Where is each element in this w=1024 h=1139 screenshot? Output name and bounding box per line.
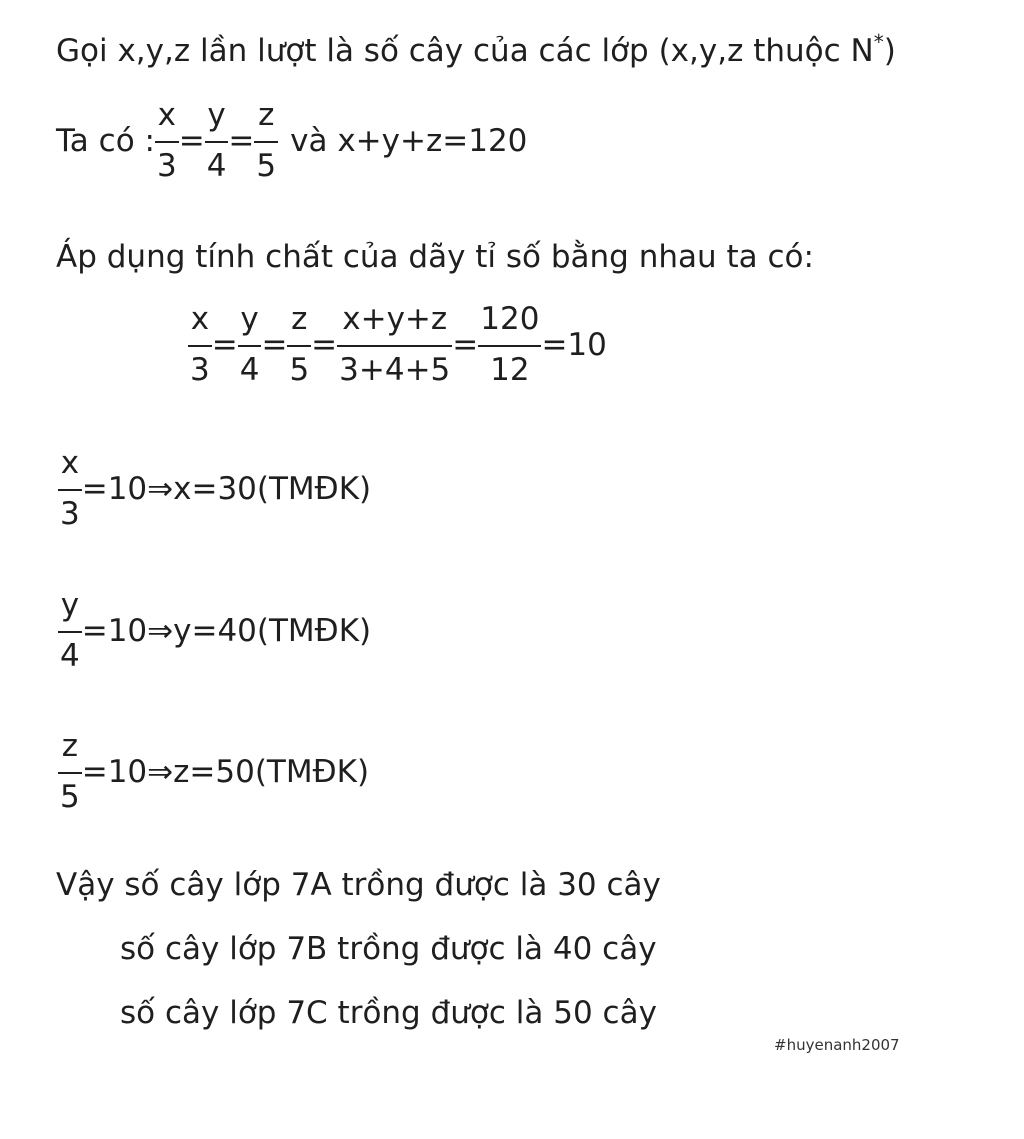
fraction-denominator: 3	[156, 148, 177, 184]
ratio-result: =10	[541, 326, 607, 363]
solution-result: =10⇒z=50(TMĐK)	[81, 753, 370, 790]
conclusion-line-7a: Vậy số cây lớp 7A trồng được là 30 cây	[56, 867, 661, 903]
intro-line	[56, 30, 896, 69]
fraction-numerator: y	[207, 97, 226, 133]
equals-sign: =	[311, 326, 338, 363]
fraction-numerator: y	[60, 587, 80, 623]
solution-fraction	[58, 445, 82, 532]
given-fraction-z	[254, 97, 278, 184]
fraction-denominator: 3	[60, 496, 80, 532]
fraction-denominator: 3+4+5	[339, 352, 451, 388]
given-fraction-y	[205, 97, 229, 184]
equals-sign: =	[228, 122, 255, 159]
fraction-numerator: x	[60, 445, 80, 481]
solution-result: =10⇒y=40(TMĐK)	[81, 612, 372, 649]
author-signature: #huyenanh2007	[774, 1036, 900, 1054]
ratio-fraction-total	[478, 301, 541, 388]
fraction-denominator: 4	[206, 148, 227, 184]
ratio-fraction-z	[287, 301, 311, 388]
naturals-star-superscript: *	[873, 30, 884, 54]
intro-close-paren: )	[883, 33, 896, 69]
intro-text: Gọi x,y,z lần lượt là số cây của các lớp (x,y,z thuộc N	[56, 33, 874, 69]
fraction-denominator: 4	[239, 352, 260, 388]
fraction-numerator: y	[240, 301, 259, 337]
apply-property-line: Áp dụng tính chất của dãy tỉ số bằng nhau ta có:	[56, 239, 814, 275]
fraction-denominator: 5	[289, 352, 310, 388]
fraction-numerator: z	[291, 301, 308, 337]
given-suffix: và x+y+z=120	[290, 122, 528, 159]
solution-fraction	[58, 587, 82, 674]
ratio-fraction-sum	[337, 301, 452, 388]
fraction-numerator: 120	[480, 301, 540, 337]
given-line	[56, 97, 528, 184]
fraction-denominator: 4	[60, 638, 80, 674]
ratio-chain	[188, 301, 607, 388]
solution-result: =10⇒x=30(TMĐK)	[81, 470, 372, 507]
conclusion-line-7c: số cây lớp 7C trồng được là 50 cây	[120, 995, 657, 1031]
fraction-numerator: x	[157, 97, 177, 133]
ratio-fraction-x	[188, 301, 212, 388]
fraction-numerator: z	[61, 728, 78, 764]
solution-x	[58, 445, 372, 532]
ratio-fraction-y	[238, 301, 262, 388]
equals-sign: =	[211, 326, 238, 363]
fraction-numerator: x+y+z	[342, 301, 448, 337]
given-fraction-x	[155, 97, 179, 184]
fraction-numerator: x	[190, 301, 210, 337]
fraction-denominator: 5	[256, 148, 277, 184]
solution-fraction	[58, 728, 82, 815]
equals-sign: =	[178, 122, 205, 159]
equals-sign: =	[261, 326, 288, 363]
given-prefix: Ta có :	[56, 122, 155, 159]
fraction-denominator: 5	[60, 779, 80, 815]
solution-z	[58, 728, 370, 815]
fraction-denominator: 12	[490, 352, 530, 388]
equals-sign: =	[452, 326, 479, 363]
solution-y	[58, 587, 372, 674]
fraction-numerator: z	[258, 97, 275, 133]
conclusion-line-7b: số cây lớp 7B trồng được là 40 cây	[120, 931, 657, 967]
fraction-denominator: 3	[190, 352, 210, 388]
